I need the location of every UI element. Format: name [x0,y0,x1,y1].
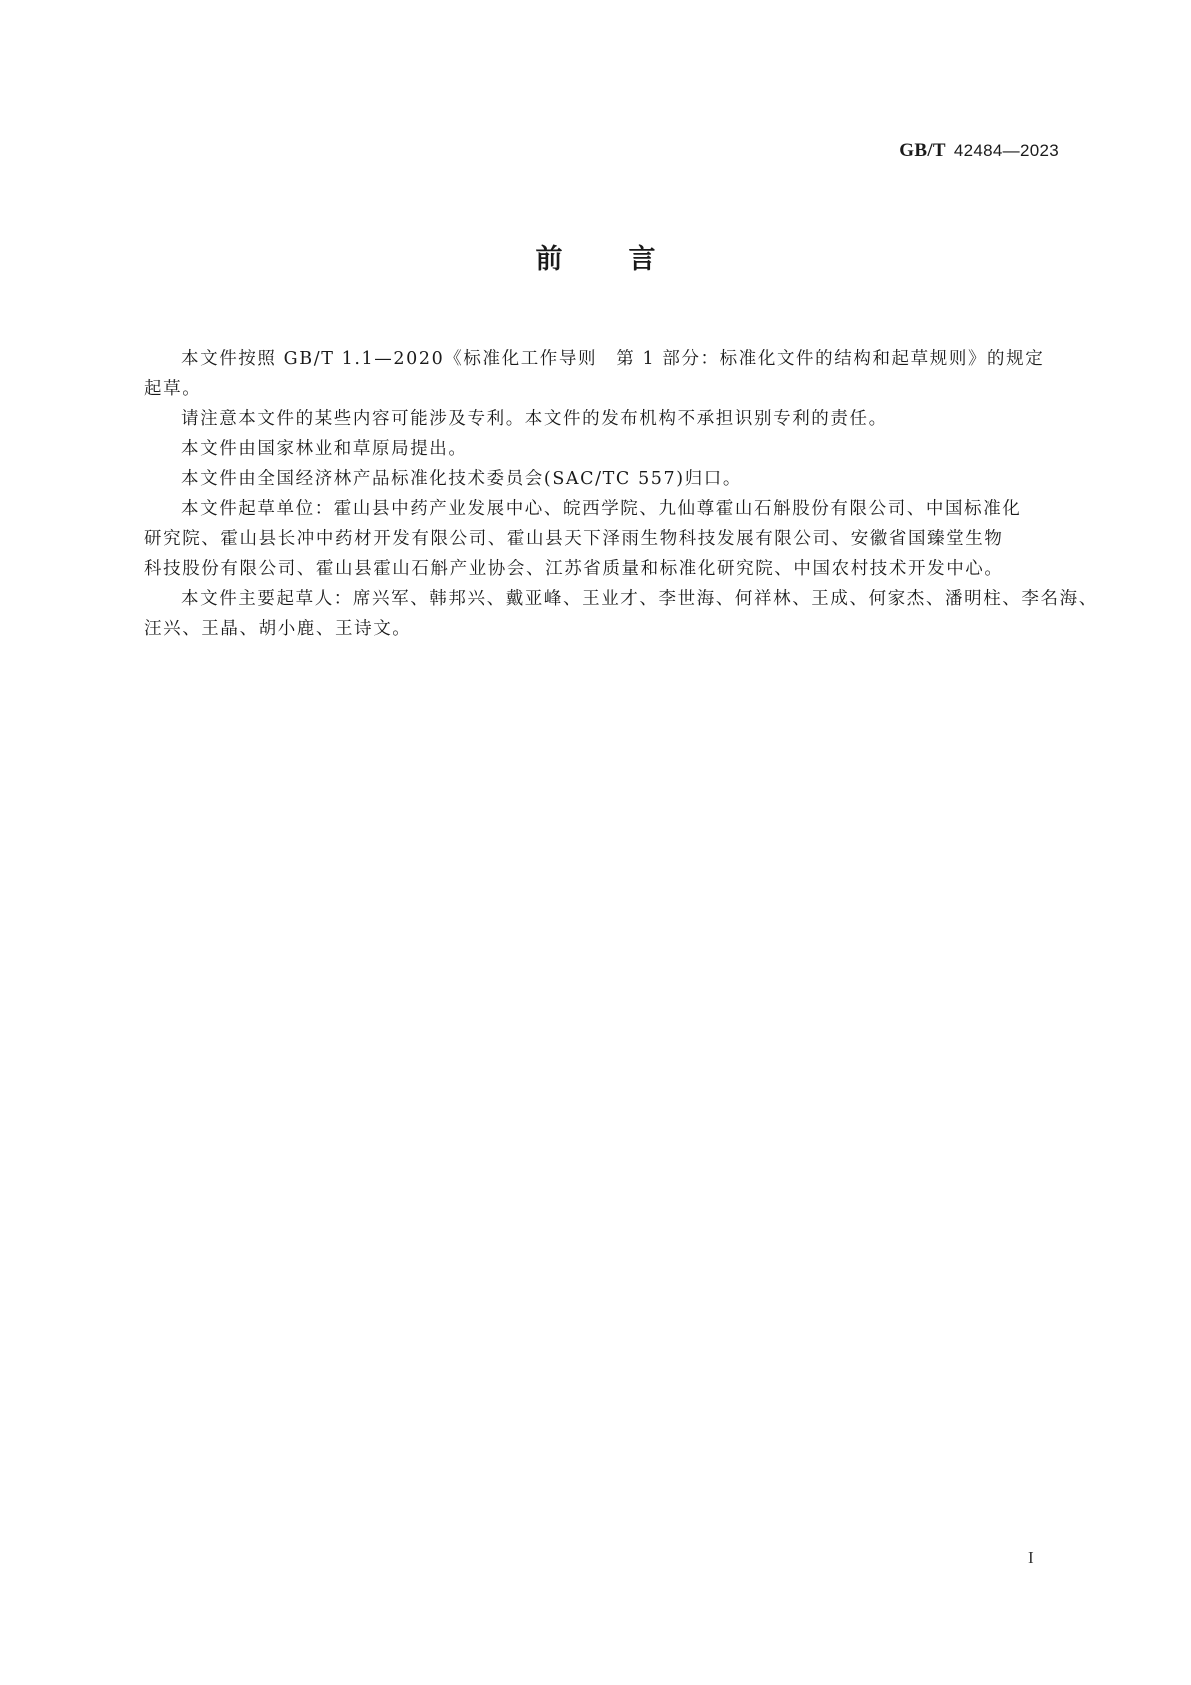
text-line: 起草。 [144,379,202,399]
paragraph-proposed-by [144,434,1068,464]
page-number: I [1028,1548,1034,1567]
paragraph-technical-committee [144,464,1068,494]
paragraph-standard-basis [144,344,1068,404]
text-line: 本文件主要起草人：席兴军、韩邦兴、戴亚峰、王业才、李世海、何祥林、王成、何家杰、潘明柱、李名海、 [181,589,1098,609]
text-line: 本文件按照 GB/T 1.1—2020《标准化工作导则 第 1 部分：标准化文件的结构和起草规则》的规定 [181,349,1045,369]
text-line: 本文件由国家林业和草原局提出。 [181,439,468,459]
text-line: 科技股份有限公司、霍山县霍山石斛产业协会、江苏省质量和标准化研究院、中国农村技术开发中心。 [144,559,1004,579]
standard-code: 42484—2023 [953,141,1059,160]
text-line: 请注意本文件的某些内容可能涉及专利。本文件的发布机构不承担识别专利的责任。 [181,409,888,429]
title-char-2: 言 [628,244,656,275]
paragraph-drafters [144,584,1098,644]
page-title [0,244,1191,276]
standard-prefix: GB/T [899,140,946,161]
paragraph-drafting-organizations [144,494,1068,584]
paragraph-patent-notice [144,404,1068,434]
foreword-body [144,344,1098,644]
title-char-1: 前 [535,244,563,275]
text-line: 本文件由全国经济林产品标准化技术委员会(SAC/TC 557)归口。 [181,469,742,489]
text-line: 本文件起草单位：霍山县中药产业发展中心、皖西学院、九仙尊霍山石斛股份有限公司、中国标准化 [181,499,1022,519]
text-line: 汪兴、王晶、胡小鹿、王诗文。 [144,619,412,639]
text-line: 研究院、霍山县长冲中药材开发有限公司、霍山县天下泽雨生物科技发展有限公司、安徽省国臻堂生物 [144,529,1004,549]
standard-number [899,140,1059,162]
